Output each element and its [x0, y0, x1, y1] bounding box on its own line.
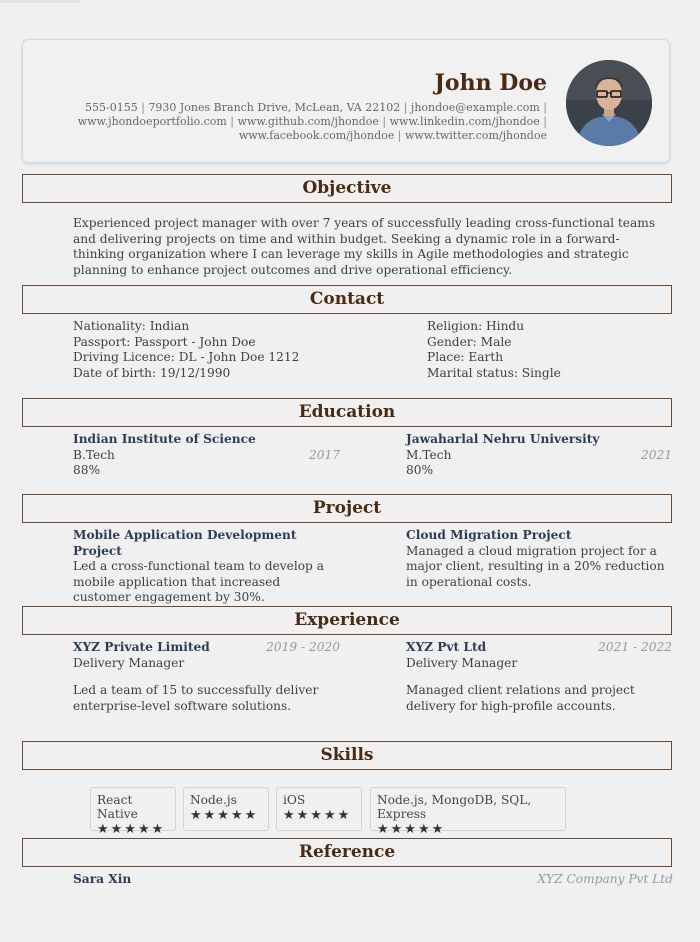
education-year: 2021: [640, 447, 672, 462]
phone: 555-0155: [84, 101, 138, 114]
star-rating-icon: ★★★★★: [97, 822, 166, 837]
contact-right: [427, 319, 667, 381]
section-education: Education: [22, 398, 672, 427]
religion: Religion: Hindu: [427, 319, 525, 333]
reference-item: [73, 872, 673, 888]
skill-name: React Native: [97, 793, 138, 821]
driving-licence: Driving Licence: DL - John Doe 1212: [73, 350, 300, 364]
facebook-link[interactable]: www.facebook.com/jhondoe: [238, 129, 395, 142]
education-item: [406, 432, 672, 479]
nationality: Nationality: Indian: [73, 319, 190, 333]
skill-name: iOS: [283, 793, 306, 807]
project-description: Managed a cloud migration project for a major client, resulting in a 20% reduction in operational costs.: [406, 543, 665, 589]
email-link[interactable]: jhondoe@example.com: [410, 101, 540, 114]
experience-company: XYZ Private Limited: [73, 640, 210, 654]
project-item: [73, 528, 340, 606]
education-score: 80%: [406, 463, 434, 477]
project-title: Cloud Migration Project: [406, 528, 572, 542]
passport: Passport: Passport - John Doe: [73, 334, 256, 349]
skill-card: [90, 787, 176, 837]
project-description: Led a cross-functional team to develop a mobile application that increased customer engagement by 30%.: [73, 559, 324, 604]
linkedin-link[interactable]: www.linkedin.com/jhondoe: [389, 115, 540, 128]
education-school: Indian Institute of Science: [73, 432, 256, 446]
top-edge-line: [0, 0, 80, 3]
experience-dates: 2019 - 2020: [266, 640, 340, 654]
reference-name: Sara Xin: [73, 872, 132, 886]
skill-card: [276, 787, 362, 831]
education-item: [73, 432, 340, 479]
education-degree: B.Tech: [73, 447, 115, 462]
contact-left: [73, 319, 373, 381]
date-of-birth: Date of birth: 19/12/1990: [73, 365, 231, 380]
candidate-name: John Doe: [434, 70, 547, 96]
portfolio-link[interactable]: www.jhondoeportfolio.com: [77, 115, 227, 128]
section-project: Project: [22, 494, 672, 523]
experience-role: Delivery Manager: [406, 655, 518, 670]
project-title: Mobile Application Development Project: [73, 528, 297, 558]
education-school: Jawaharlal Nehru University: [406, 432, 600, 446]
header-text: [27, 70, 547, 143]
gender: Gender: Male: [427, 334, 512, 349]
skill-name: Node.js: [190, 793, 237, 807]
experience-description: Managed client relations and project delivery for high-profile accounts.: [406, 683, 635, 713]
education-score: 88%: [73, 463, 101, 477]
experience-item: [406, 640, 672, 714]
address: 7930 Jones Branch Drive, McLean, VA 22102: [148, 101, 401, 114]
section-reference: Reference: [22, 838, 672, 867]
star-rating-icon: ★★★★★: [190, 808, 259, 823]
header-card: [22, 39, 670, 163]
skill-card: [370, 787, 566, 837]
contact-details: 555-0155 | 7930 Jones Branch Drive, McLean, VA 22102 | jhondoe@example.com | www.jhondoeportfolio.com | www.github.com/jhondoe | www.linkedin.com/jhondoe | www.facebook.com/jhondoe | www.twitter.com/jhondoe: [77, 101, 547, 142]
section-skills: Skills: [22, 741, 672, 770]
project-item: [406, 528, 676, 590]
profile-photo-icon: [566, 60, 652, 146]
experience-dates: 2021 - 2022: [598, 640, 672, 654]
skill-card: [183, 787, 269, 831]
skill-name: Node.js, MongoDB, SQL, Express: [377, 793, 532, 821]
education-year: 2017: [308, 447, 340, 462]
experience-company: XYZ Pvt Ltd: [406, 640, 487, 654]
place: Place: Earth: [427, 350, 504, 364]
section-contact: Contact: [22, 285, 672, 314]
education-degree: M.Tech: [406, 447, 452, 462]
marital-status: Marital status: Single: [427, 365, 561, 380]
objective-text: Experienced project manager with over 7 years of successfully leading cross-functional teams and delivering projects on time and within budget. Seeking a dynamic role in a forward-thinking organization where I can leverage my skills in Agile methodologies and strategic planning to enhance project outcomes and drive operational efficiency.: [73, 216, 656, 277]
star-rating-icon: ★★★★★: [283, 808, 352, 823]
experience-role: Delivery Manager: [73, 655, 185, 670]
section-experience: Experience: [22, 606, 672, 635]
star-rating-icon: ★★★★★: [377, 822, 446, 837]
github-link[interactable]: www.github.com/jhondoe: [237, 115, 379, 128]
avatar: [566, 60, 652, 146]
experience-description: Led a team of 15 to successfully deliver enterprise-level software solutions.: [73, 683, 319, 713]
section-objective: Objective: [22, 174, 672, 203]
twitter-link[interactable]: www.twitter.com/jhondoe: [405, 129, 547, 142]
experience-item: [73, 640, 340, 714]
reference-company: XYZ Company Pvt Ltd: [537, 872, 673, 886]
